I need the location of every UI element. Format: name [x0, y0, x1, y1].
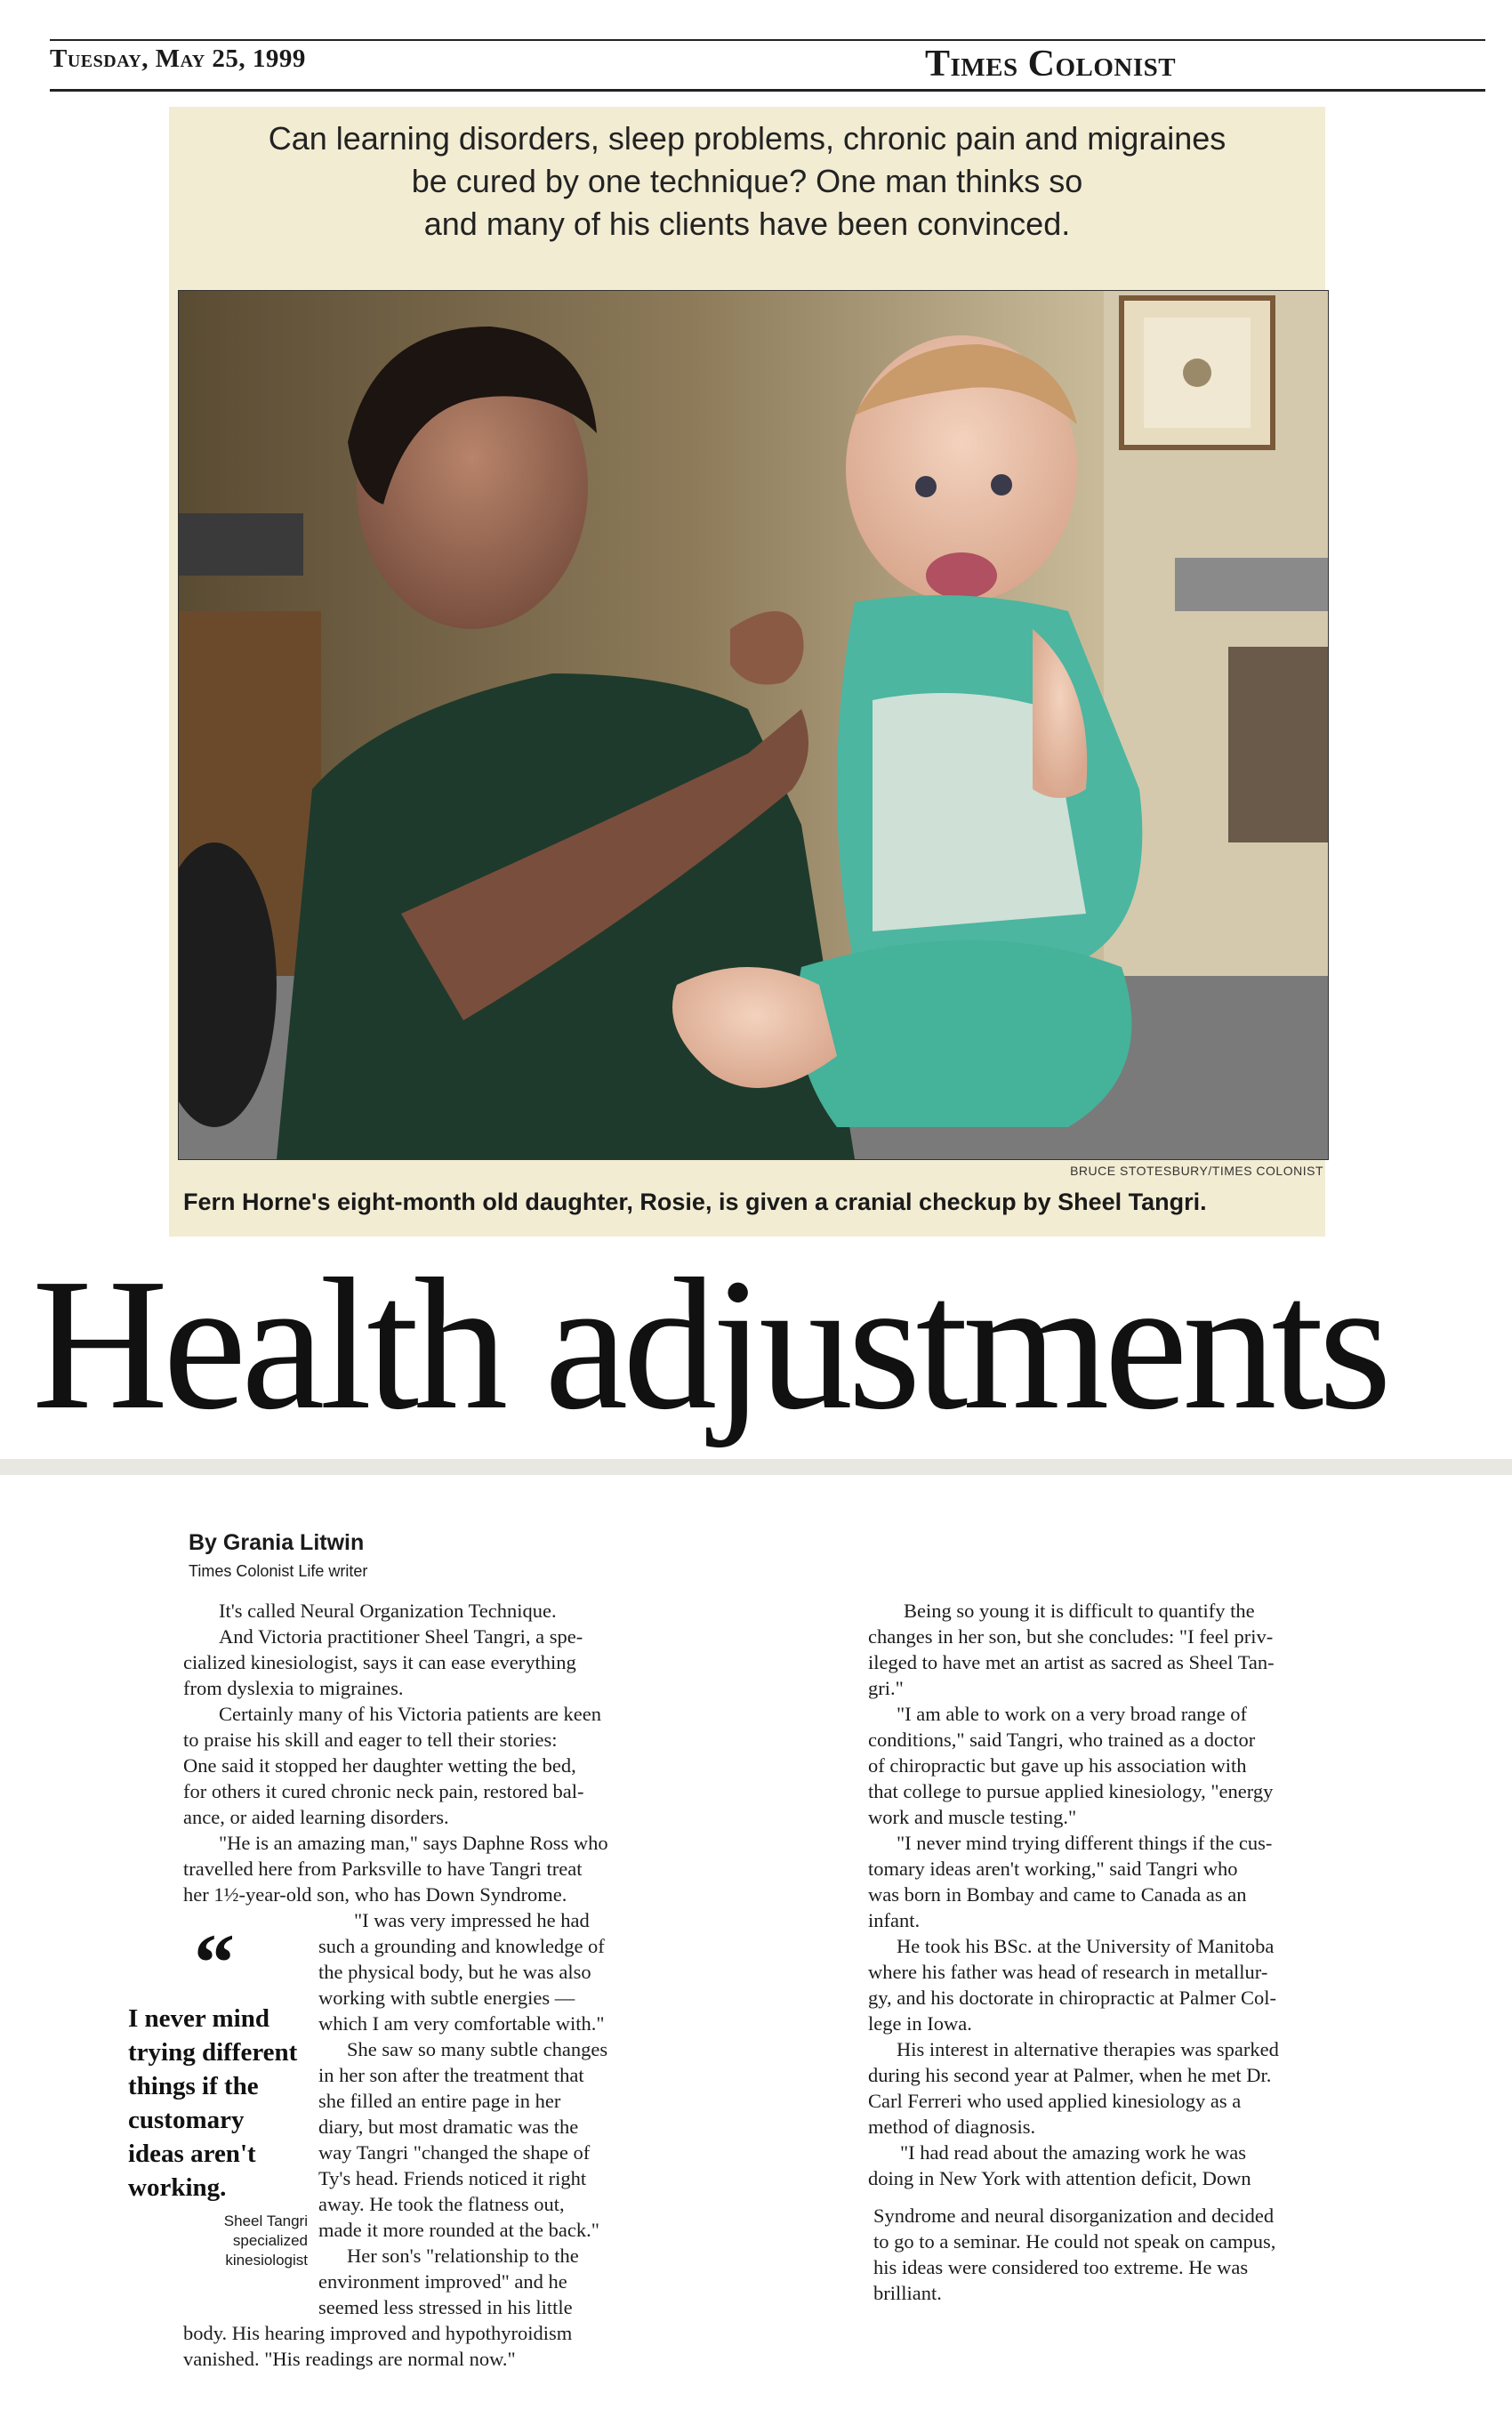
article-line: work and muscle testing." — [868, 1806, 1077, 1828]
article-line: away. He took the flatness out, — [318, 2193, 565, 2215]
article-line: infant. — [868, 1909, 921, 1931]
byline-name: By Grania Litwin — [189, 1530, 365, 1555]
pull-quote-line: things if the — [128, 2072, 259, 2100]
pull-quote-attribution — [183, 2212, 308, 2270]
article-line: his ideas were considered too extreme. He was — [873, 2256, 1249, 2278]
article-line: method of diagnosis. — [868, 2116, 1036, 2138]
article-line: such a grounding and knowledge of — [318, 1935, 605, 1957]
masthead-bottom-rule — [50, 89, 1485, 92]
article-line: vanished. "His readings are normal now." — [183, 2348, 516, 2370]
article-line: in her son after the treatment that — [318, 2064, 584, 2086]
article-line: her 1½-year-old son, who has Down Syndrome. — [183, 1883, 567, 1906]
article-line: Being so young it is difficult to quantify the — [904, 1600, 1255, 1622]
pull-quote-line: ideas aren't — [128, 2140, 256, 2168]
pull-quote-line: customary — [128, 2106, 245, 2134]
article-line: during his second year at Palmer, when he met Dr. — [868, 2064, 1272, 2086]
article-line: that college to pursue applied kinesiology, "energy — [868, 1780, 1274, 1802]
news-photo — [178, 290, 1329, 1160]
page-fold — [0, 1459, 1512, 1475]
article-line: seemed less stressed in his little — [318, 2296, 573, 2318]
masthead-top-rule — [50, 39, 1485, 41]
article-column-2-top — [868, 1598, 1279, 2191]
article-line: to praise his skill and eager to tell their stories: — [183, 1729, 558, 1751]
deck-line: Can learning disorders, sleep problems, chronic pain and migraines — [268, 120, 1226, 157]
article-line: "I was very impressed he had — [354, 1909, 590, 1931]
article-line: lege in Iowa. — [868, 2012, 972, 2035]
headline: Health adjustments — [32, 1239, 1387, 1448]
article-line: His interest in alternative therapies was sparked — [897, 2038, 1279, 2060]
article-line: of chiropractic but gave up his association with — [868, 1754, 1247, 1777]
article-line: "I never mind trying different things if the cus- — [897, 1832, 1273, 1854]
article-line: Carl Ferreri who used applied kinesiology as a — [868, 2090, 1242, 2112]
attribution-line: specialized — [232, 2232, 308, 2249]
photo-credit: BRUCE STOTESBURY/TIMES COLONIST — [1070, 1164, 1323, 1178]
article-column-2-bottom — [873, 2203, 1275, 2306]
article-line: which I am very comfortable with." — [318, 2012, 605, 2035]
article-line: for others it cured chronic neck pain, restored bal- — [183, 1780, 584, 1802]
article-line: "I had read about the amazing work he was — [900, 2141, 1247, 2164]
article-line: from dyslexia to migraines. — [183, 1677, 404, 1699]
article-line: doing in New York with attention deficit, Down — [868, 2167, 1251, 2189]
attribution-line: kinesiologist — [225, 2252, 308, 2269]
article-column-1-top — [183, 1598, 608, 1907]
deck-line: be cured by one technique? One man thinks so — [411, 163, 1083, 199]
pull-quote — [128, 2002, 324, 2204]
article-column-1-bottom — [183, 2320, 572, 2372]
article-line: the physical body, but he was also — [318, 1961, 591, 1983]
article-line: diary, but most dramatic was the — [318, 2116, 579, 2138]
article-line: was born in Bombay and came to Canada as an — [868, 1883, 1247, 1906]
article-line: to go to a seminar. He could not speak on campus, — [873, 2230, 1276, 2253]
article-line: cialized kinesiologist, says it can ease everything — [183, 1651, 576, 1673]
article-line: "I am able to work on a very broad range of — [897, 1703, 1248, 1725]
article-column-1-narrow — [318, 1907, 607, 2320]
article-line: One said it stopped her daughter wetting the bed, — [183, 1754, 576, 1777]
article-line: she filled an entire page in her — [318, 2090, 561, 2112]
article-line: She saw so many subtle changes — [347, 2038, 608, 2060]
article-line: conditions," said Tangri, who trained as a doctor — [868, 1729, 1256, 1751]
article-line: travelled here from Parksville to have Tangri treat — [183, 1858, 583, 1880]
photo-caption: Fern Horne's eight-month old daughter, Rosie, is given a cranial checkup by Sheel Tangri. — [183, 1189, 1207, 1215]
article-line: It's called Neural Organization Technique. — [219, 1600, 557, 1622]
pull-quote-line: trying different — [128, 2038, 298, 2067]
pull-quote-line: I never mind — [128, 2004, 269, 2033]
article-line: environment improved" and he — [318, 2270, 567, 2293]
article-line: tomary ideas aren't working," said Tangri who — [868, 1858, 1238, 1880]
attribution-line: Sheel Tangri — [223, 2213, 308, 2229]
article-line: made it more rounded at the back." — [318, 2219, 599, 2241]
article-line: changes in her son, but she concludes: "I feel priv- — [868, 1625, 1274, 1648]
article-line: body. His hearing improved and hypothyroidism — [183, 2322, 573, 2344]
deck-line: and many of his clients have been convinced. — [423, 206, 1071, 242]
newspaper-name: Times Colonist — [925, 44, 1177, 85]
article-line: Her son's "relationship to the — [347, 2245, 579, 2267]
article-line: Ty's head. Friends noticed it right — [318, 2167, 587, 2189]
pull-quote-line: working. — [128, 2173, 227, 2202]
quote-mark-icon: “ — [194, 1917, 235, 2008]
byline-title: Times Colonist Life writer — [189, 1562, 368, 1580]
article-line: working with subtle energies — — [318, 1987, 575, 2009]
deck-text — [169, 117, 1325, 246]
article-line: "He is an amazing man," says Daphne Ross who — [219, 1832, 608, 1854]
article-line: He took his BSc. at the University of Manitoba — [897, 1935, 1275, 1957]
article-line: gy, and his doctorate in chiropractic at Palmer Col- — [868, 1987, 1277, 2009]
article-line: ance, or aided learning disorders. — [183, 1806, 449, 1828]
article-line: gri." — [868, 1677, 904, 1699]
article-line: Syndrome and neural disorganization and decided — [873, 2204, 1275, 2227]
article-line: way Tangri "changed the shape of — [318, 2141, 591, 2164]
issue-date: Tuesday, May 25, 1999 — [50, 44, 306, 73]
article-line: And Victoria practitioner Sheel Tangri, a spe- — [219, 1625, 583, 1648]
article-line: Certainly many of his Victoria patients are keen — [219, 1703, 601, 1725]
article-line: ileged to have met an artist as sacred as Sheel Tan- — [868, 1651, 1275, 1673]
article-line: brilliant. — [873, 2282, 942, 2304]
article-line: where his father was head of research in metallur- — [868, 1961, 1268, 1983]
